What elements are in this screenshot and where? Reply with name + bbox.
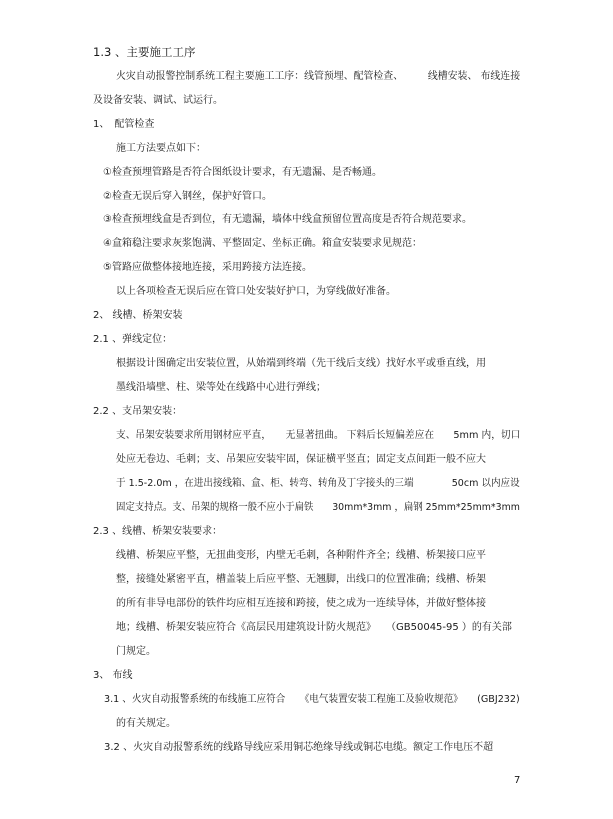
- paragraph-line: 支、吊架安装要求所用钢材应平直， 无显著扭曲。 下料后长短偏差应在 5mm 内，切口: [116, 430, 521, 441]
- subsection-heading: 2.1 、弹线定位：: [93, 334, 173, 345]
- paragraph-line: 地；线槽、桥架安装应符合《高层民用建筑设计防火规范》 （GB50045-95 ）的有关部: [116, 622, 512, 633]
- subsection-heading: 2.2 、支吊架安装：: [93, 406, 183, 417]
- paragraph-line: 墨线沿墙壁、柱、梁等处在线路中心进行弹线；: [116, 382, 326, 393]
- paragraph-line: 以上各项检查无误后应在管口处安装好护口，为穿线做好准备。: [116, 286, 396, 297]
- subsection-heading: 2、 线槽、桥架安装: [93, 310, 183, 321]
- paragraph-line: 3.1 、火灾自动报警系统的布线施工应符合 《电气装置安装工程施工及验收规范》 (GBJ232): [104, 694, 520, 705]
- paragraph-line: 的有关规定。: [116, 718, 176, 729]
- list-item: ③检查预埋线盒是否到位，有无遗漏，墙体中线盒预留位置高度是否符合规范要求。: [103, 214, 472, 225]
- list-item: ④盒箱稳注要求灰浆饱满、平整固定、坐标正确。箱盒安装要求见规范：: [103, 238, 422, 249]
- paragraph-line: 3.2 、火灾自动报警系统的线路导线应采用铜芯绝缘导线或铜芯电缆。额定工作电压不超: [104, 742, 494, 753]
- section-heading: 1.3 、主要施工工序: [93, 45, 196, 59]
- list-item: ①检查预埋管路是否符合图纸设计要求，有无遗漏、是否畅通。: [103, 167, 382, 178]
- paragraph-line: 线槽、桥架应平整，无扭曲变形，内壁无毛刺，各种附件齐全；线槽、桥架接口应平: [116, 550, 486, 561]
- list-item: ⑤管路应做整体接地连接，采用跨接方法连接。: [103, 262, 312, 273]
- list-item: ②检查无误后穿入钢丝，保护好管口。: [103, 191, 272, 202]
- paragraph-line: 整，接缝处紧密平直，槽盖装上后应平整、无翘脚，出线口的位置准确；线槽、桥架: [116, 574, 486, 585]
- paragraph-line: 火灾自动报警控制系统工程主要施工工序：线管预埋、配管检查、 线槽安装、 布线连接: [116, 71, 521, 82]
- paragraph-line: 门规定。: [116, 646, 156, 657]
- paragraph-line: 根据设计图确定出安装位置，从始端到终端（先干线后支线）找好水平或垂直线，用: [116, 358, 486, 369]
- paragraph-line: 施工方法要点如下：: [116, 143, 206, 154]
- page-number: 7: [514, 775, 521, 786]
- paragraph-line: 及设备安装、调试、试运行。: [93, 95, 223, 106]
- paragraph-line: 于 1.5-2.0m ，在进出接线箱、盒、柜、转弯、转角及丁字接头的三端 50cm 以内应设: [116, 478, 520, 489]
- subsection-heading: 3、 布线: [93, 670, 133, 681]
- subsection-heading: 1、 配管检查: [93, 119, 155, 130]
- paragraph-line: 固定支持点。支、吊架的规格一般不应小于扁铁 30mm*3mm ，扁钢 25mm*25mm*3mm: [116, 502, 520, 513]
- subsection-heading: 2.3 、线槽、桥架安装要求：: [93, 526, 223, 537]
- paragraph-line: 的所有非导电部份的铁件均应相互连接和跨接，使之成为一连续导体，并做好整体接: [116, 598, 486, 609]
- paragraph-line: 处应无卷边、毛刺；支、吊架应安装牢固，保证横平竖直；固定支点间距一般不应大: [116, 454, 486, 465]
